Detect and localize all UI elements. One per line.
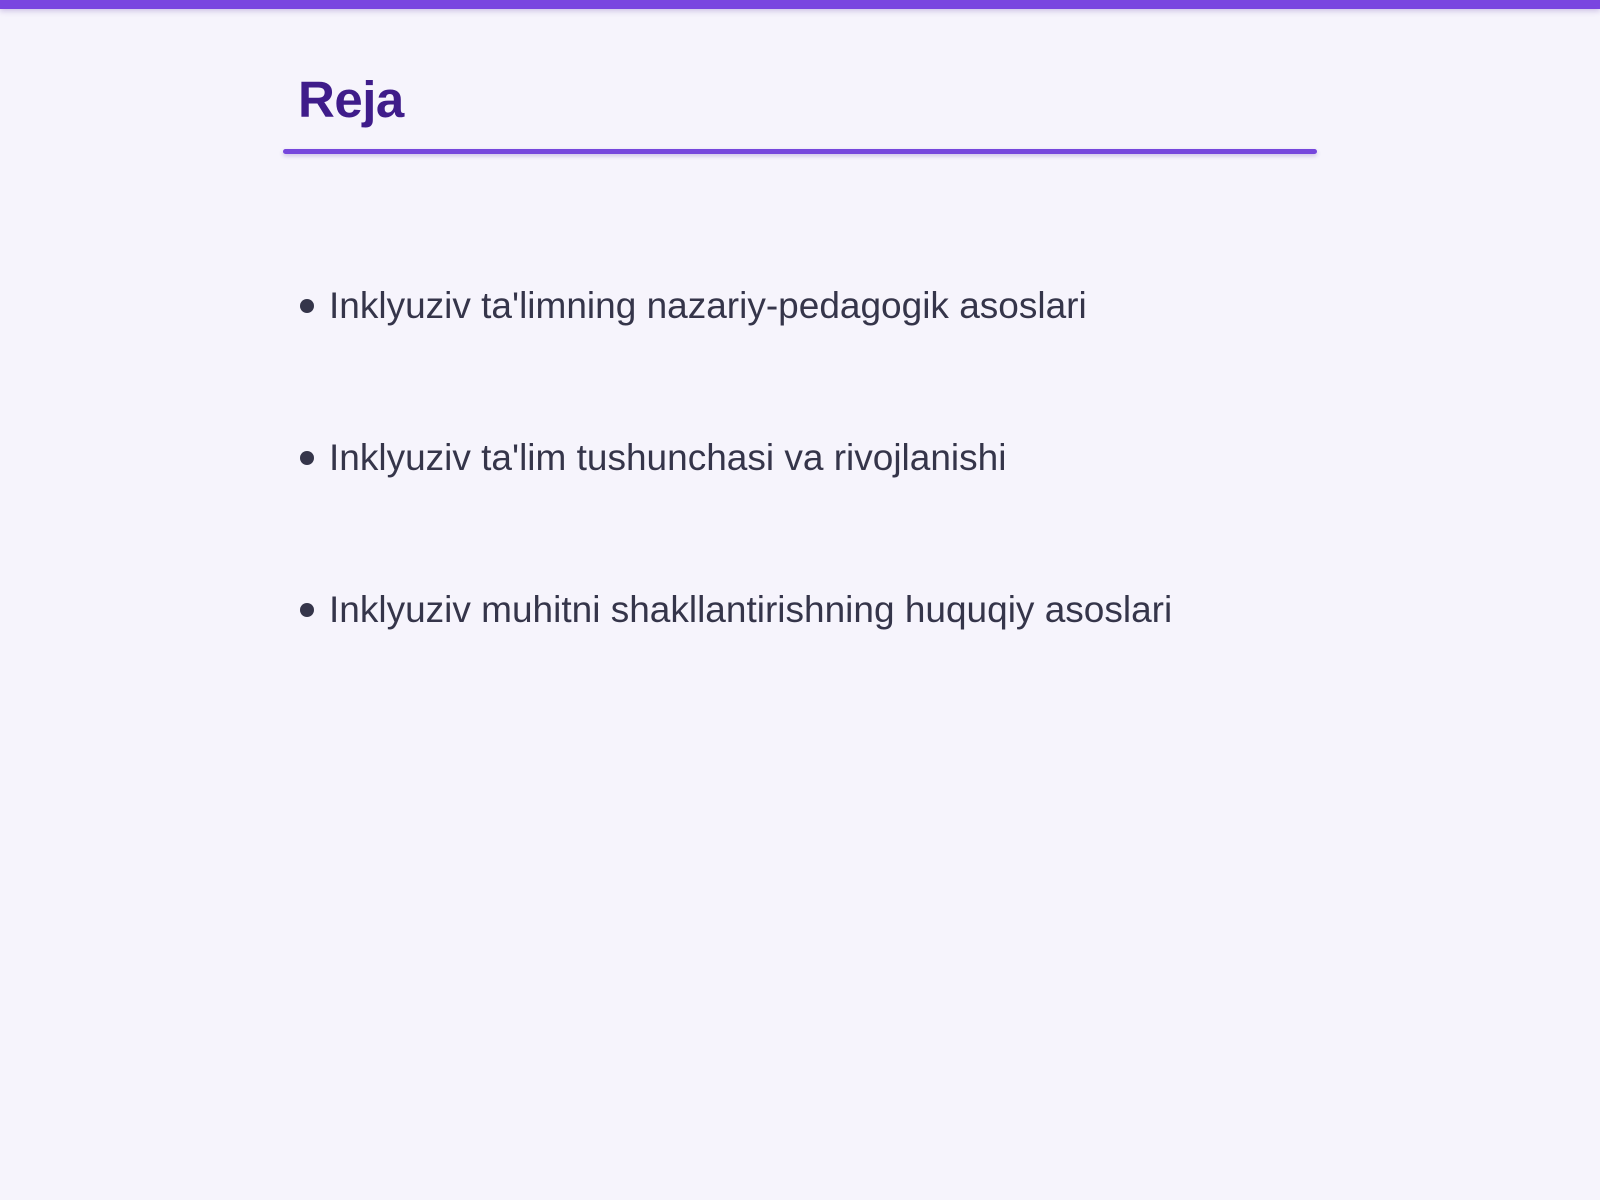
slide-title: Reja xyxy=(298,71,404,128)
bullet-dot-icon xyxy=(300,451,314,465)
agenda-item xyxy=(300,430,1172,486)
agenda-item xyxy=(300,278,1172,334)
agenda-item-text: Inklyuziv ta'limning nazariy-pedagogik asoslari xyxy=(329,285,1087,326)
title-underline xyxy=(283,149,1317,154)
bullet-dot-icon xyxy=(300,299,314,313)
agenda-item-text: Inklyuziv muhitni shakllantirishning huquqiy asoslari xyxy=(329,589,1173,630)
agenda-list xyxy=(300,278,1172,734)
bullet-dot-icon xyxy=(300,603,314,617)
agenda-item xyxy=(300,582,1172,638)
top-accent-bar xyxy=(0,0,1600,9)
slide-header xyxy=(283,70,1317,154)
agenda-item-text: Inklyuziv ta'lim tushunchasi va rivojlanishi xyxy=(329,437,1007,478)
